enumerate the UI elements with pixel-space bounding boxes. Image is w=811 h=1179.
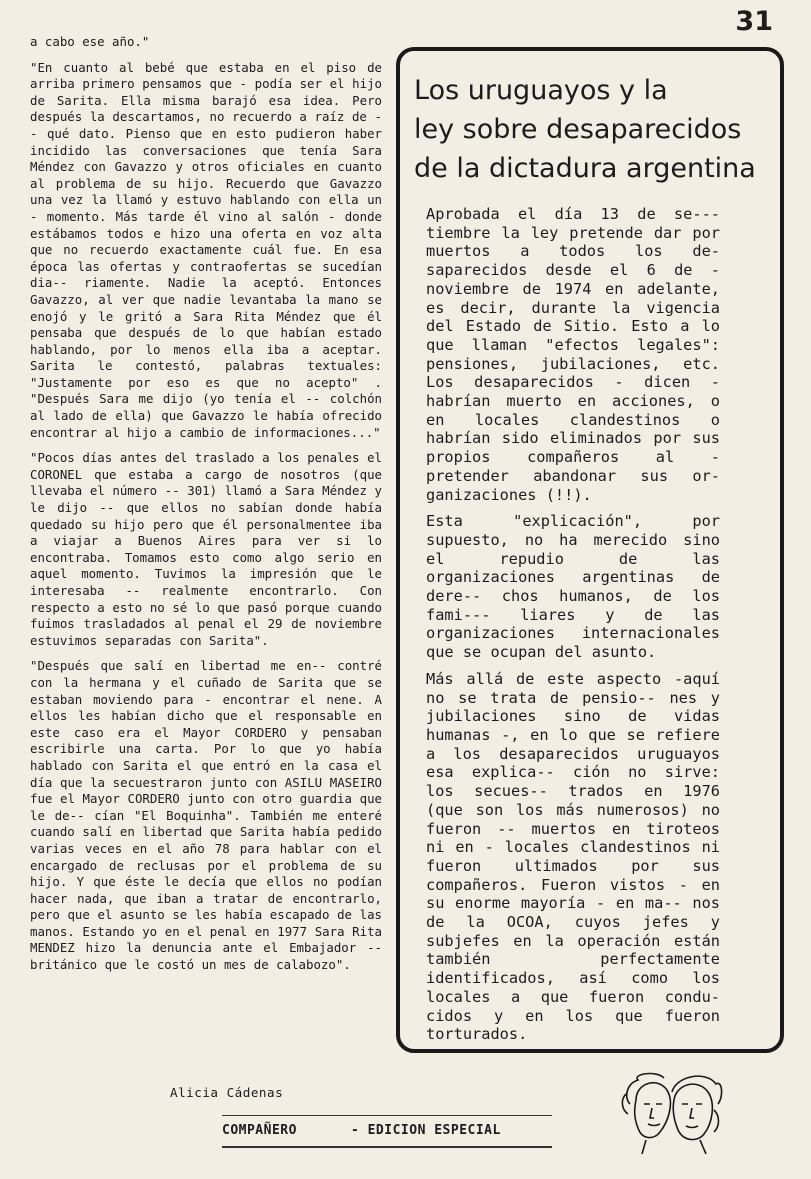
article-title-line: ley sobre desaparecidos <box>414 114 742 145</box>
edition-label: - EDICION ESPECIAL <box>350 1123 501 1138</box>
testimony-column <box>30 34 390 983</box>
article-paragraph: Aprobada el día 13 de se--- tiembre la ley pretende dar por muertos a todos los de- saparecidos desde el 6 de - noviembre de 1974 en adelante, es decir, durante la vigencia del Estado de Sitio. Esto a lo que llaman "efectos legales": pensiones, jubilaciones, etc. Los desaparecidos - dicen - habrían muerto en acciones, o en locales clandestinos o habrían sido eliminados por sus propios compañeros al - pretender abandonar sus or- ganizaciones (!!). <box>426 205 730 504</box>
signature: Alicia Cádenas <box>170 1085 284 1100</box>
article-box <box>396 47 784 1053</box>
testimony-paragraph: "Pocos días antes del traslado a los penales el CORONEL que estaba a cargo de nosotros (que llevaba el número -- 301) llamó a Sara Méndez y le dijo -- que ellos no sabían donde había quedado su hijo pero que él personalmentee iba a viajar a Buenos Aires para ver si lo encontraba. Tomamos esto como algo serio en aquel momento. Tuvimos la impresión que le interesaba -- realmente encontrarlo. Con respecto a esto no sé lo que pasó porque cuando fuimos trasladados al penal el 29 de noviembre estuvimos separadas con Sarita". <box>30 450 390 648</box>
article-title <box>414 71 778 188</box>
page-number: 31 <box>735 6 773 37</box>
article-body <box>426 205 730 1052</box>
testimony-paragraph: "Después que salí en libertad me en-- contré con la hermana y el cuñado de Sarita que se estaban moviendo para - encontrar el nene. A ellos les habían dicho que el responsable en este caso era el Mayor CORDERO y pensaban escribirle una carta. Por lo que yo había hablado con Sarita el que entró en la casa el día que la secuestraron junto con ASILU MASEIRO fue el Mayor CORDERO junto con otro guardia que le de-- cían "El Boquinha". También me enteré cuando salí en libertad que Sarita había pedido varias veces en el año 78 para hablar con el encargado de reclusas por el problema de su hijo. Y que éste le decía que ellos no podían hacer nada, que iban a tratar de encontrarlo, pero que el asunto se les había escapado de las manos. Estando yo en el penal en 1977 Sara Rita MENDEZ hizo la denuncia ante el Embajador -- británico que le costó un mes de calabozo". <box>30 658 390 973</box>
publication-name: COMPAÑERO <box>222 1123 297 1138</box>
article-title-line: de la dictadura argentina <box>414 153 756 184</box>
testimony-paragraph: "En cuanto al bebé que estaba en el piso de arriba primero pensamos que - podía ser el hijo de Sarita. Ella misma barajó esa idea. Pero después la descartamos, no recuerdo a raíz de -- qué dato. Pienso que en esto pudieron haber incidido las conversaciones que tenía Sara Méndez con Gavazzo y otros oficiales en cuanto al problema de su hijo. Recuerdo que Gavazzo una vez la llamó y estuvo hablando con ella un - momento. Más tarde él vino al salón - donde estábamos todos e hizo una oferta en voz alta que no recuerdo exactamente cuál fue. En esa época las ofertas y contraofertas se sucedían dia-- riamente. Nadie la aceptó. Entonces Gavazzo, al ver que nadie levantaba la mano se enojó y le gritó a Sara Rita Méndez que él pensaba que después de lo que habían estado hablando, por lo menos ella iba a aceptar. Sarita le contestó, palabras textuales: "Justamente por eso es que no acepto" . "Después Sara me dijo (yo tenía el -- colchón al lado de ella) que Gavazzo le había ofrecido encontrar al hijo a cambio de informaciones..." <box>30 59 390 440</box>
footer-divider-bottom <box>222 1146 552 1148</box>
article-paragraph: Más allá de este aspecto -aquí no se trata de pensio-- nes y jubilaciones sino de vidas humanas -, en lo que se refiere a los desaparecidos uruguayos esa explica-- ción no sirve: los secues-- trados en 1976 (que son los más numerosos) no fueron -- muertos en tiroteos ni en - locales clandestinos ni fueron ultimados por sus compañeros. Fueron vistos - en su enorme mayoría - en ma-- nos de la OCOA, cuyos jefes y subjefes en la operación están también perfectamente identificados, así como los locales a que fueron condu- cidos y en los que fueron torturados. <box>426 669 730 1044</box>
footer-divider <box>222 1115 552 1116</box>
article-paragraph: Esta "explicación", por supuesto, no ha merecido sino el repudio de las organizaciones argentinas de dere-- chos humanos, de los fami--- liares y de las organizaciones internacionales que se ocupan del asunto. <box>426 512 730 662</box>
testimony-paragraph: a cabo ese año." <box>30 34 150 49</box>
footer <box>222 1123 501 1138</box>
article-title-line: Los uruguayos y la <box>414 75 668 106</box>
two-faces-drawing-icon <box>616 1070 728 1154</box>
